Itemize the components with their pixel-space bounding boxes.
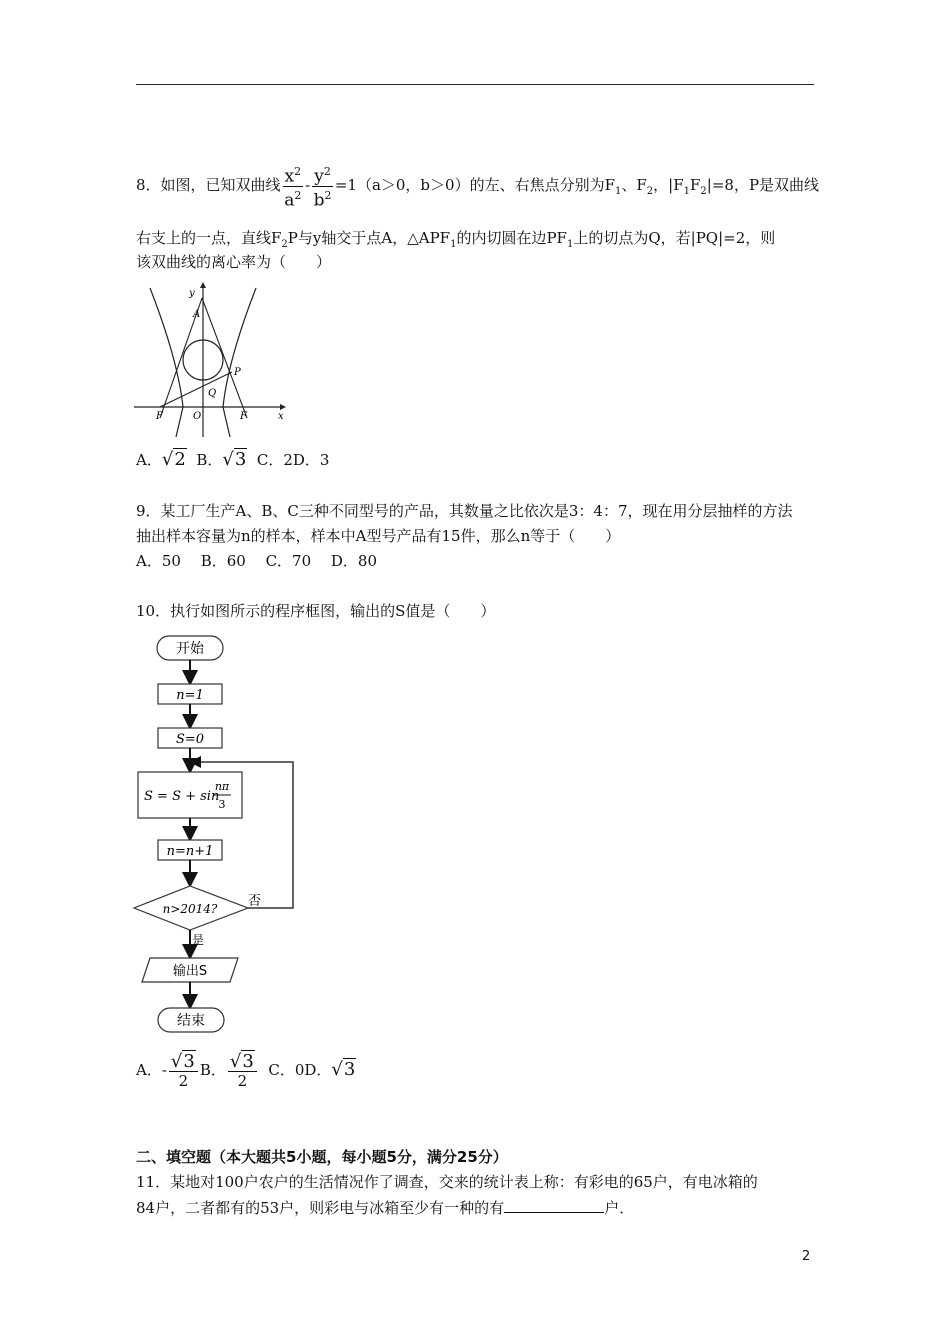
label-A: A: [193, 309, 201, 320]
update-s-num: nπ: [214, 780, 230, 793]
section2-heading: 二、填空题（本大题共5小题，每小题5分，满分25分）: [136, 1148, 508, 1166]
header-rule: [136, 84, 814, 85]
q9-options: A．50 B．60 C．70 D．80: [136, 552, 378, 570]
q9-line1: 9．某工厂生产A、B、C三种不同型号的产品，其数量之比依次是3：4：7，现在用分层抽样的方法: [136, 502, 793, 520]
flowchart: [130, 630, 310, 1042]
update-s-text: S = S + sin: [144, 789, 220, 804]
page-number: 2: [802, 1249, 811, 1264]
init-s-text: S=0: [175, 732, 205, 747]
label-F1: F: [156, 411, 163, 422]
label-y: y: [189, 288, 195, 299]
inc-n-text: n=n+1: [166, 844, 214, 859]
label-O: O: [193, 411, 202, 422]
q8-line1: 8．如图，已知双曲线 $\frac{x^2}{a^2}$ - $\frac{y^2}{b^2}$ =1（a＞0，b＞0）的左、右焦点分别为$F_1$、$F_2$，$|F_1F_2|=8$，P是双曲线: [136, 165, 820, 211]
q11-line1: 11．某地对100户农户的生活情况作了调查，交来的统计表上称：有彩电的65户，有电冰箱的: [136, 1173, 758, 1191]
q8-options: A．√2 B．√3 C．2D．3: [136, 449, 330, 470]
init-n-text: n=1: [176, 688, 204, 703]
fraction-neg-sqrt3-2: $\frac{√3}{2}$: [169, 1053, 198, 1090]
q8-line2: 右支上的一点，直线$F_2P$与y轴交于点A，$\triangle APF_1$的内切圆在边$PF_1$上的切点为Q，若|PQ|=2，则: [136, 229, 776, 250]
hyperbola-figure: [130, 280, 290, 440]
q10-line1: 10．执行如图所示的程序框图，输出的S值是（ ）: [136, 602, 496, 620]
fraction-sqrt3-2: $\frac{√3}{2}$: [228, 1053, 257, 1090]
output-text: 输出S: [172, 964, 208, 979]
q10-options: A．- $\frac{√3}{2}$ B． $\frac{√3}{2}$ C．0D．√3: [136, 1050, 356, 1090]
label-x: x: [278, 411, 284, 422]
answer-blank[interactable]: [504, 1198, 604, 1213]
yes-label: 是: [192, 933, 205, 947]
sqrt-3: √3: [222, 449, 247, 470]
label-Q: Q: [208, 388, 217, 399]
sqrt-2: √2: [161, 449, 186, 470]
sqrt-3-option-d: √3: [331, 1059, 356, 1080]
q8-line3: 该双曲线的离心率为（ ）: [136, 253, 332, 271]
update-s-den: 3: [218, 798, 226, 811]
fraction-x2-a2: $\frac{x^2}{a^2}$: [284, 165, 302, 211]
q11-line2: 84户，二者都有的53户，则彩电与冰箱至少有一种的有 户．: [136, 1199, 635, 1217]
decision-text: n>2014?: [162, 902, 218, 916]
start-text: 开始: [176, 641, 204, 657]
fraction-y2-b2: $\frac{y^2}{b^2}$: [313, 165, 332, 211]
label-F2: F: [240, 411, 247, 422]
q9-line2: 抽出样本容量为n的样本，样本中A型号产品有15件，那么n等于（ ）: [136, 527, 621, 545]
end-text: 结束: [177, 1013, 205, 1029]
no-label: 否: [248, 894, 262, 909]
label-P: P: [234, 367, 241, 378]
